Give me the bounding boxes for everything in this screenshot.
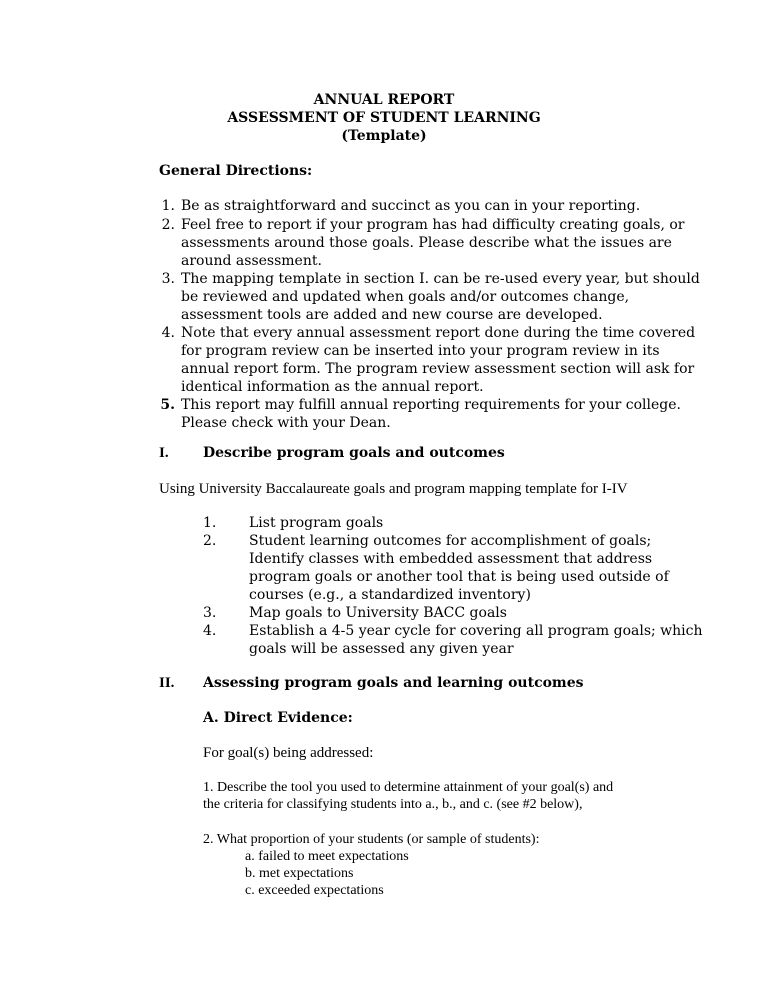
question-option: c. exceeded expectations — [245, 883, 384, 898]
list-item-text: List program goals — [249, 515, 384, 531]
general-directions-heading: General Directions: — [159, 163, 313, 179]
list-item-text: Please check with your Dean. — [181, 415, 391, 431]
list-item-text: This report may fulfill annual reporting requirements for your college. — [181, 397, 681, 413]
report-title-line3: (Template) — [341, 128, 427, 144]
question-text: 2. What proportion of your students (or sample of students): — [203, 832, 540, 847]
list-item-text: Feel free to report if your program has had difficulty creating goals, or — [181, 217, 685, 233]
list-item-text: assessments around those goals. Please describe what the issues are — [181, 235, 672, 251]
list-item-number: 1. — [161, 198, 175, 214]
list-item-number: 1. — [203, 515, 217, 531]
list-item-text: annual report form. The program review assessment section will ask for — [181, 361, 695, 377]
question-text: the criteria for classifying students into a., b., and c. (see #2 below), — [203, 797, 583, 812]
list-item-text: Map goals to University BACC goals — [249, 605, 507, 621]
list-item-text: program goals or another tool that is being used outside of — [249, 569, 669, 585]
subsection-heading: A. Direct Evidence: — [203, 710, 353, 726]
list-item-text: Student learning outcomes for accomplishment of goals; — [249, 533, 652, 549]
list-item-text: Identify classes with embedded assessment that address — [249, 551, 653, 567]
list-item-number: 3. — [161, 271, 175, 287]
section-lead: For goal(s) being addressed: — [203, 745, 374, 761]
section-heading: Describe program goals and outcomes — [203, 445, 505, 461]
list-item-text: for program review can be inserted into your program review in its — [181, 343, 660, 359]
list-item-text: Note that every annual assessment report done during the time covered — [181, 325, 696, 341]
report-title-line1: ANNUAL REPORT — [313, 92, 455, 108]
list-item-text: identical information as the annual report. — [181, 379, 484, 395]
list-item-number: 2. — [203, 533, 217, 549]
list-item-text: assessment tools are added and new course are developed. — [181, 307, 603, 323]
list-item-number: 4. — [203, 623, 217, 639]
section-numeral: II. — [159, 675, 175, 691]
list-item-number: 2. — [161, 217, 175, 233]
list-item-text: goals will be assessed any given year — [249, 641, 514, 657]
list-item-text: The mapping template in section I. can be re-used every year, but should — [181, 271, 700, 287]
question-option: a. failed to meet expectations — [245, 849, 409, 864]
question-option: b. met expectations — [245, 866, 354, 881]
section-intro: Using University Baccalaureate goals and program mapping template for I-IV — [159, 481, 628, 497]
list-item-text: courses (e.g., a standardized inventory) — [249, 587, 531, 603]
list-item-text: around assessment. — [181, 253, 322, 269]
list-item-number: 4. — [161, 325, 175, 341]
question-text: 1. Describe the tool you used to determine attainment of your goal(s) and — [203, 780, 614, 795]
list-item-number: 3. — [203, 605, 217, 621]
section-heading: Assessing program goals and learning outcomes — [203, 675, 584, 691]
list-item-number: 5. — [160, 397, 175, 413]
list-item-text: Be as straightforward and succinct as you can in your reporting. — [181, 198, 641, 214]
list-item-text: Establish a 4-5 year cycle for covering all program goals; which — [249, 623, 703, 639]
report-title-line2: ASSESSMENT OF STUDENT LEARNING — [227, 110, 541, 126]
list-item-text: be reviewed and updated when goals and/or outcomes change, — [181, 289, 630, 305]
section-numeral: I. — [159, 445, 169, 461]
